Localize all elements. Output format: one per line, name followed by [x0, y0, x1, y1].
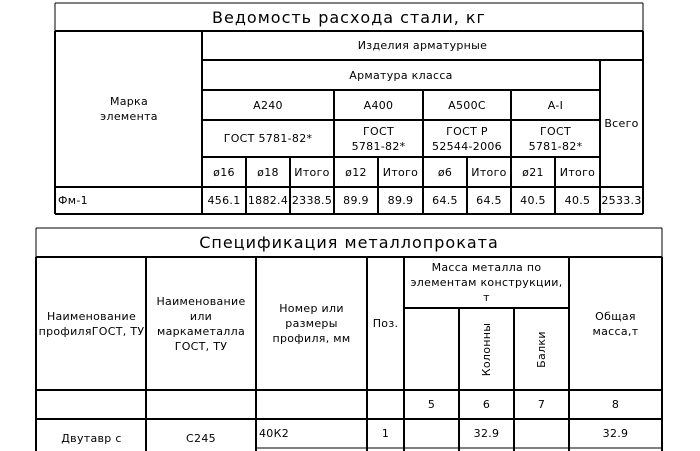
class-a-i: A-I	[547, 98, 564, 112]
row-value-7: 64.5	[476, 194, 502, 207]
gost-a400: ГОСТ 5781-82*	[351, 124, 406, 153]
row-value-5: 89.9	[387, 194, 414, 207]
col-number-6: 6	[482, 398, 491, 411]
gost-a240: ГОСТ 5781-82*	[223, 132, 313, 145]
row-value-8: 40.5	[520, 194, 546, 207]
col-number-7: 7	[537, 398, 546, 411]
gost-a500c: ГОСТ Р 52544-2006	[432, 124, 502, 153]
row-value-6: 64.5	[432, 194, 458, 207]
row-columns: 32.9	[473, 427, 500, 440]
class-a240: A240	[253, 98, 283, 112]
diam-col-4: ø12	[345, 165, 367, 179]
diam-col-5: Итого	[382, 165, 419, 179]
row-metal: С245	[186, 432, 216, 445]
diam-col-2: ø18	[257, 165, 279, 179]
diam-col-9: Итого	[559, 165, 596, 179]
class-a400: A400	[363, 98, 394, 112]
row-value-9: 40.5	[564, 194, 591, 207]
row-value-2: 1882.4	[247, 194, 289, 207]
diam-col-7: Итого	[471, 165, 507, 179]
header-beams-cell	[514, 308, 569, 390]
class-a500c: A500C	[448, 98, 486, 112]
col-number-5: 5	[427, 398, 436, 411]
row-total-mass: 32.9	[602, 427, 629, 440]
header-total-mass: Общая масса,т	[592, 309, 639, 338]
steel-table-title: Ведомость расхода стали, кг	[212, 7, 486, 27]
diam-col-3: Итого	[294, 165, 330, 179]
row-mark: Фм-1	[58, 194, 88, 207]
row-total: 2533.3	[601, 194, 642, 207]
header-metal-name: Наименование или маркаметалла ГОСТ, ТУ	[156, 294, 246, 353]
diam-col-8: ø21	[522, 165, 544, 179]
row-profile: Двутавр с	[61, 432, 122, 445]
header-mark: Марка элемента	[100, 95, 158, 123]
header-pos: Поз.	[372, 317, 399, 330]
col-number-8: 8	[611, 398, 620, 411]
diam-col-6: ø6	[437, 165, 453, 179]
header-profile-size: Номер или размеры профиля, мм	[272, 302, 351, 345]
header-columns-cell	[459, 308, 514, 390]
header-profile-name: Наименование профиляГОСТ, ТУ	[38, 309, 145, 338]
row-value-3: 2338.5	[291, 194, 333, 207]
header-mass-group: Масса металла по элементам конструкции, т	[410, 261, 563, 304]
spec-table-title: Спецификация металлопроката	[199, 233, 499, 252]
header-beams: Балки	[535, 330, 548, 368]
header-total: Всего	[604, 117, 639, 130]
row-value-1: 456.1	[207, 194, 241, 207]
gost-a-i: ГОСТ 5781-82*	[528, 124, 583, 153]
header-rebar-class: Арматура класса	[349, 68, 453, 82]
row-size: 40К2	[259, 427, 290, 440]
header-columns: Колонны	[479, 322, 493, 376]
diam-col-1: ø16	[213, 165, 235, 179]
row-value-4: 89.9	[343, 194, 369, 207]
header-products: Изделия арматурные	[357, 39, 488, 52]
row-pos: 1	[381, 427, 390, 440]
